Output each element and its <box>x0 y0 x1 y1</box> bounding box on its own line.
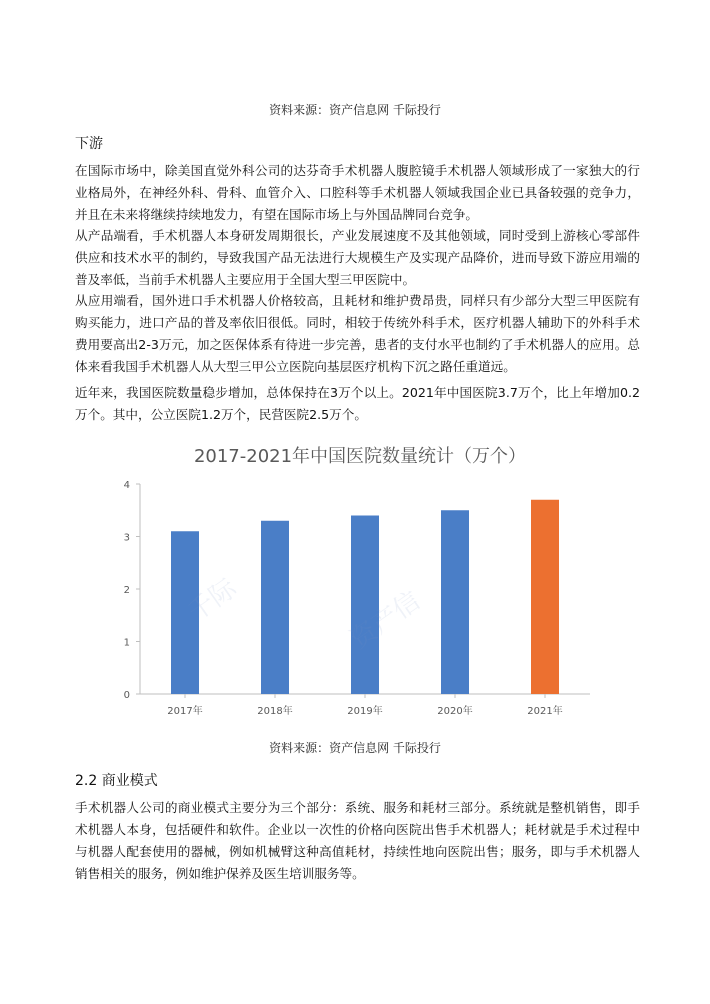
chart-title: 2017-2021年中国医院数量统计（万个） <box>193 446 527 467</box>
y-tick-label: 4 <box>123 480 130 491</box>
bar <box>441 510 469 694</box>
y-tick-label: 3 <box>123 532 130 544</box>
paragraph-international-market: 在国际市场中，除美国直觉外科公司的达芬奇手术机器人腹腔镜手术机器人领域形成了一家独大的行业格局外，在神经外科、骨科、血管介入、口腔科等手术机器人领域我国企业已具备较强的竞争力，并且在未来将继续持续地发力，有望在国际市场上与外国品牌同台竞争。 <box>75 163 640 222</box>
y-tick-label: 2 <box>123 585 130 596</box>
watermark: 千际 <box>182 573 243 628</box>
source-note-top: 资料来源：资产信息网 千际投行 <box>269 103 441 117</box>
paragraph-product-side: 从产品端看，手术机器人本身研发周期很长，产业发展速度不及其他领域，同时受到上游核心零部件供应和技术水平的制约，导致我国产品无法进行大规模生产及实现产品降价，进而导致下游应用端的普及率低，当前手术机器人主要应用于全国大型三甲医院中。 <box>75 228 640 287</box>
x-tick-label: 2017年 <box>167 706 203 717</box>
paragraph-business-model: 手术机器人公司的商业模式主要分为三个部分：系统、服务和耗材三部分。系统就是整机销售，即手术机器人本身，包括硬件和软件。企业以一次性的价格向医院出售手术机器人；耗材就是手术过程中与机器人配套使用的器械，例如机械臂这种高值耗材，持续性地向医院出售；服务，即与手术机器人销售相关的服务，例如维护保养及医生培训服务等。 <box>75 800 640 881</box>
paragraph-application-side: 从应用端看，国外进口手术机器人价格较高，且耗材和维护费昂贵，同样只有少部分大型三甲医院有购买能力，进口产品的普及率依旧很低。同时，相较于传统外科手术，医疗机器人辅助下的外科手术费用要高出2-3万元，加之医保体系有待进一步完善，患者的支付水平也制约了手术机器人的应用。总体来看我国手术机器人从大型三甲公立医院向基层医疗机构下沉之路任重道远。 <box>75 293 640 374</box>
y-tick-label: 1 <box>123 637 130 649</box>
bar <box>171 531 199 694</box>
x-tick-label: 2020年 <box>437 706 473 717</box>
hospital-count-bar-chart <box>110 432 610 730</box>
x-tick-label: 2019年 <box>347 706 383 717</box>
y-tick-label: 0 <box>123 690 130 701</box>
section-heading-downstream: 下游 <box>75 136 103 152</box>
x-tick-label: 2018年 <box>257 706 293 717</box>
source-note-bottom: 资料来源：资产信息网 千际投行 <box>269 741 441 755</box>
bar <box>351 516 379 695</box>
paragraph-hospital-count: 近年来，我国医院数量稳步增加，总体保持在3万个以上。2021年中国医院3.7万个，比上年增加0.2万个。其中，公立医院1.2万个，民营医院2.5万个。 <box>75 385 640 422</box>
x-tick-label: 2021年 <box>527 706 563 717</box>
bar <box>531 500 559 694</box>
section-heading-business-model: 2.2 商业模式 <box>75 773 158 789</box>
bar <box>261 521 289 694</box>
watermark: 资产信 <box>344 585 426 656</box>
